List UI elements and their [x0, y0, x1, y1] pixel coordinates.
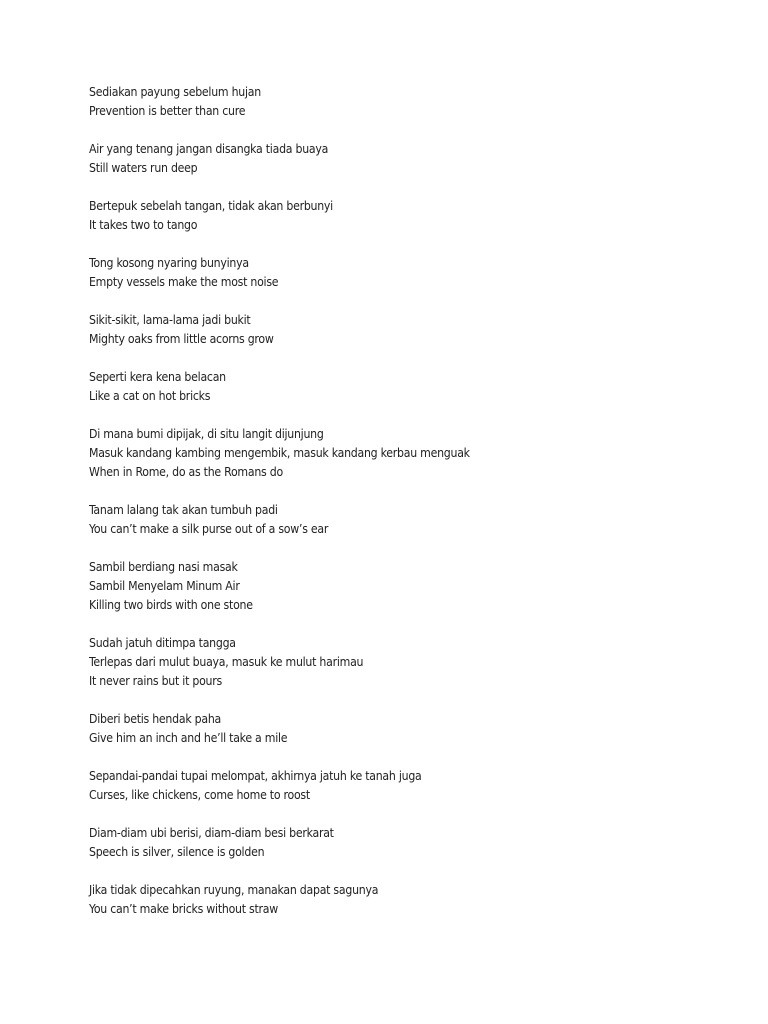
- english-equivalent: Like a cat on hot bricks: [89, 389, 211, 403]
- proverb-entry: [89, 425, 729, 482]
- english-equivalent: It never rains but it pours: [89, 674, 222, 688]
- english-equivalent: Give him an inch and he’ll take a mile: [89, 731, 288, 745]
- english-equivalent: Mighty oaks from little acorns grow: [89, 332, 274, 346]
- malay-proverb: Tanam lalang tak akan tumbuh padi: [89, 503, 278, 517]
- english-equivalent: Curses, like chickens, come home to roost: [89, 788, 310, 802]
- english-equivalent: Still waters run deep: [89, 161, 198, 175]
- english-equivalent: Killing two birds with one stone: [89, 598, 253, 612]
- english-equivalent: It takes two to tango: [89, 218, 198, 232]
- proverb-entry: [89, 558, 729, 615]
- proverb-entry: [89, 197, 729, 235]
- proverb-entry: [89, 881, 729, 919]
- proverb-entry: [89, 140, 729, 178]
- proverb-entry: [89, 767, 729, 805]
- malay-proverb: Seperti kera kena belacan: [89, 370, 226, 384]
- english-equivalent: Speech is silver, silence is golden: [89, 845, 265, 859]
- malay-proverb: Di mana bumi dipijak, di situ langit dijunjung: [89, 427, 324, 441]
- malay-proverb: Diam-diam ubi berisi, diam-diam besi berkarat: [89, 826, 334, 840]
- english-equivalent: You can’t make bricks without straw: [89, 902, 278, 916]
- malay-proverb: Sambil berdiang nasi masak: [89, 560, 238, 574]
- proverb-entry: [89, 254, 729, 292]
- malay-proverb-variant: Masuk kandang kambing mengembik, masuk kandang kerbau menguak: [89, 446, 470, 460]
- malay-proverb: Jika tidak dipecahkan ruyung, manakan dapat sagunya: [89, 883, 379, 897]
- proverb-list: [89, 83, 729, 938]
- proverb-entry: [89, 634, 729, 691]
- proverb-entry: [89, 710, 729, 748]
- malay-proverb: Sudah jatuh ditimpa tangga: [89, 636, 236, 650]
- proverb-entry: [89, 368, 729, 406]
- malay-proverb: Tong kosong nyaring bunyinya: [89, 256, 249, 270]
- proverb-entry: [89, 311, 729, 349]
- english-equivalent: Empty vessels make the most noise: [89, 275, 279, 289]
- proverb-entry: [89, 824, 729, 862]
- malay-proverb-variant: Sambil Menyelam Minum Air: [89, 579, 240, 593]
- malay-proverb: Air yang tenang jangan disangka tiada buaya: [89, 142, 329, 156]
- malay-proverb: Sepandai-pandai tupai melompat, akhirnya jatuh ke tanah juga: [89, 769, 422, 783]
- english-equivalent: Prevention is better than cure: [89, 104, 246, 118]
- malay-proverb: Sikit-sikit, lama-lama jadi bukit: [89, 313, 251, 327]
- malay-proverb: Bertepuk sebelah tangan, tidak akan berbunyi: [89, 199, 333, 213]
- english-equivalent: When in Rome, do as the Romans do: [89, 465, 283, 479]
- malay-proverb: Diberi betis hendak paha: [89, 712, 221, 726]
- proverb-entry: [89, 501, 729, 539]
- english-equivalent: You can’t make a silk purse out of a sow’s ear: [89, 522, 329, 536]
- malay-proverb-variant: Terlepas dari mulut buaya, masuk ke mulut harimau: [89, 655, 364, 669]
- malay-proverb: Sediakan payung sebelum hujan: [89, 85, 261, 99]
- proverb-entry: [89, 83, 729, 121]
